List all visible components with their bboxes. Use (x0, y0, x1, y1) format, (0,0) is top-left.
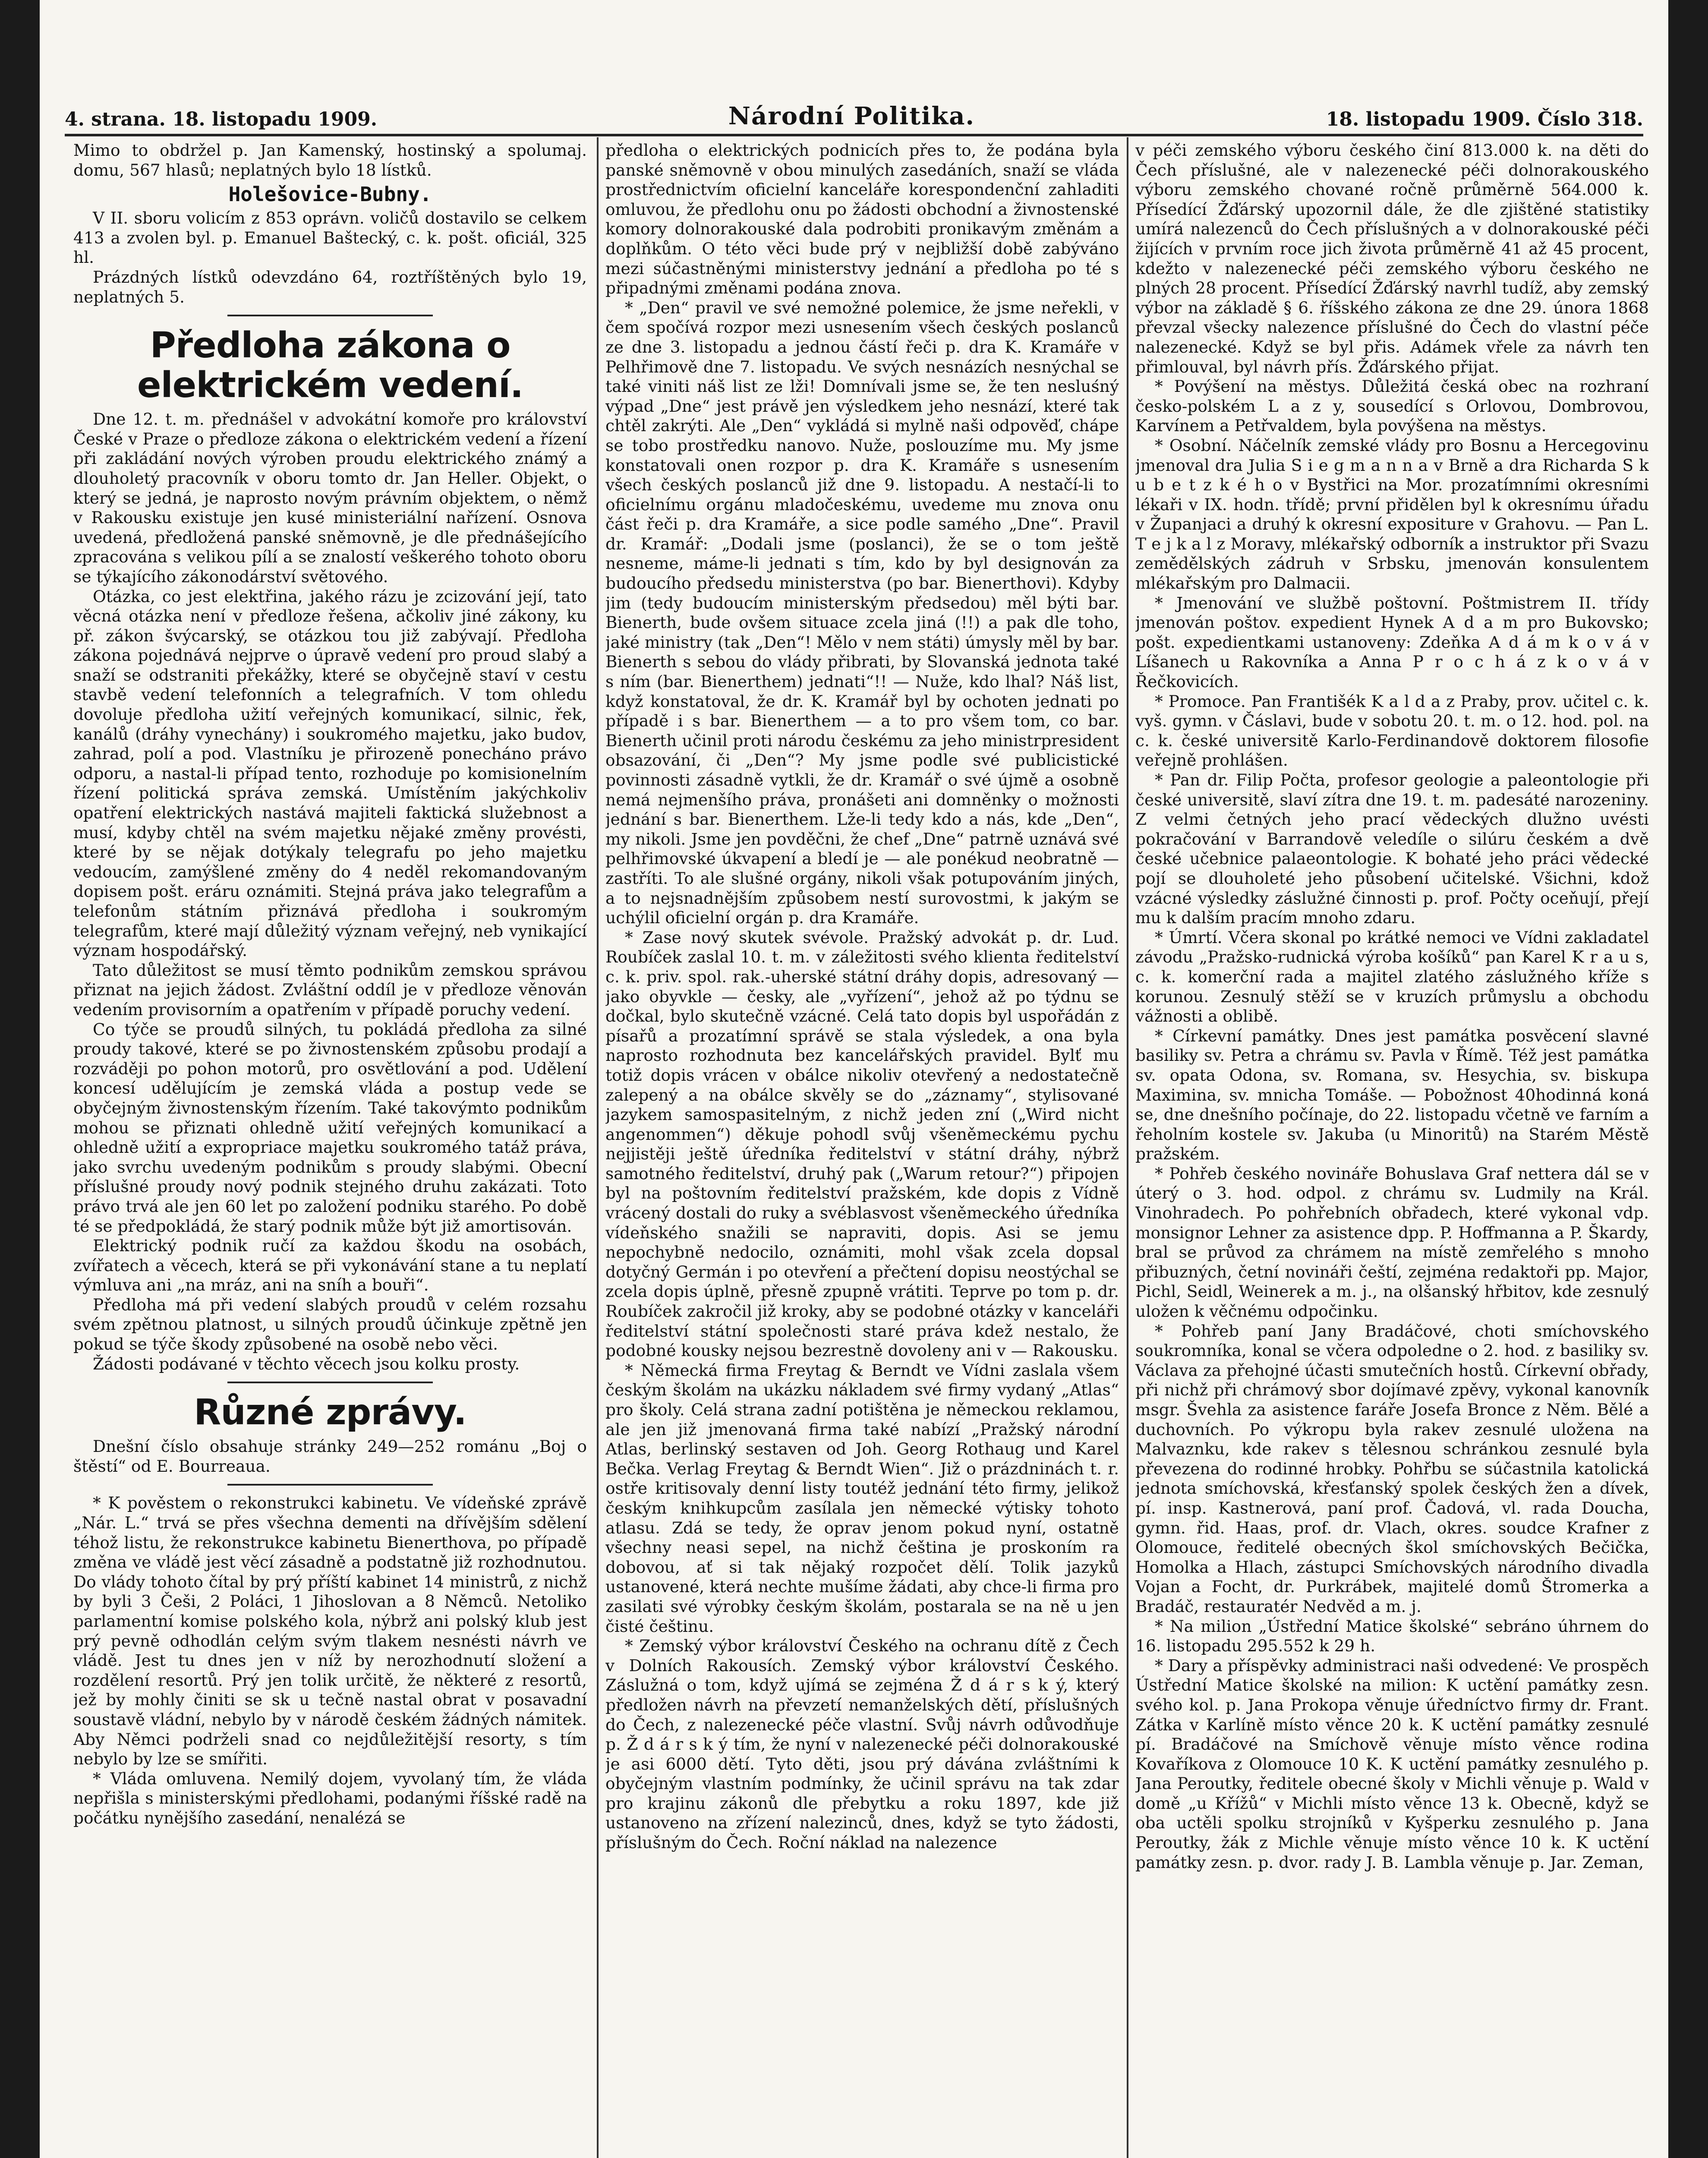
news-item: * Pohřeb českého novináře Bohuslava Graf nettera dál se v úterý o 3. hod. odpol. z chrámu sv. Ludmily na Král. Vinohradech. Po pohřebních obřadech, které vykonal vdp. monsignor Lehner za asistence dpp. P. Hoffmanna a P. Škardy, bral se průvod za chrámem na místě zemřelého s mnoho přibuzných, četní novináři čeští, zejména redaktoři pp. Major, Pichl, Seidl, Weinerek a m. j., na olšanský hřbitov, kde zesnulý uložen k věčnému odpočinku. (1135, 1164, 1649, 1321)
article-paragraph: v péči zemského výboru českého činí 813.000 k. na děti do Čech příslušné, ale v nalezenecké péči dolnorakouského výboru zemského chované ročně průměrně 564.000 k. Přísedící Žďárský upozornil dále, že dle zjištěné statistiky umírá nalezenců do Čech příslušných a v dolnorakouské péči žijících v prvním roce jich života průměrně 41 až 45 procent, kdežto v nalezenecké péči zemského výboru českého ne plných 28 procent. Přísedící Žďárský navrhl tudíž, aby zemský výbor na základě § 6. říšského zákona ze dne 29. února 1868 převzal všecky nalezence příslušné do Čech do vlastní péče nalezenecké. Když se byl přis. Adámek vřele za návrh ten přimlouval, byl návrh přís. Žďárského přijat. (1135, 141, 1649, 376)
news-item: * Vláda omluvena. Nemilý dojem, vyvolaný tím, že vláda nepřišla s ministerskými předlohami, podanými říšské radě na počátku nynějšího zasedání, nenalézá se (73, 1769, 587, 1827)
news-item: * K pověstem o rekonstrukci kabinetu. Ve vídeňské zprávě „Nár. L.“ trvá se přes všechna dementi na dřívějším sdělení téhož listu, že rekonstrukce kabinetu Bienerthova, po případě změna ve vládě jest věcí zásadně a podstatně již rozhodnutou. Do vlády tohoto čítal by prý příští kabinet 14 ministrů, z nichž by byli 3 Češi, 2 Poláci, 1 Jihoslovan a 8 Němců. Netoliko parlamentní komise polského kola, nýbrž ani polský klub jest prý pevně odhodlán celým svým tlakem nesnésti návrh ve vládě. Jest tu dnes jen v níž by nerozhodnutí složení a rozdělení resortů. Prý jen tolik určitě, že některé z resortů, jež by mohly činiti se sk u tečně nastal obrat v posavadní soustavě vládní, nebylo by v národě českém žádných námitek. Aby Němci podrželi snad co nejdůležitější resorty, s tím nebylo by lze se smířiti. (73, 1493, 587, 1769)
news-item: * Jmenování ve službě poštovní. Poštmistrem II. třídy jmenován poštov. expedient Hynek A d a m pro Bukovsko; pošt. expedientkami ustanoveny: Zdeňka A d á m k o v á v Líšanech u Rakovníka a Anna P r o c h á z k o v á v Řečkovicích. (1135, 593, 1649, 691)
article-title: Předloha zákona o elektrickém vedení. (137, 325, 523, 406)
masthead-title: Národní Politika. (728, 102, 975, 130)
separator (227, 1382, 433, 1383)
article-paragraph: Žádosti podávané v těchto věcech jsou kolku prosty. (93, 1354, 520, 1373)
news-item: * Promoce. Pan Františék K a l d a z Praby, prov. učitel c. k. vyš. gymn. v Čáslavi, bude v sobotu 20. t. m. o 12. hod. pol. na c. k. české universitě Karlo-Ferdinandově doktorem filosofie veřejně prohlášen. (1135, 691, 1649, 770)
news-item: * Církevní památky. Dnes jest památka posvěcení slavné basiliky sv. Petra a chrámu sv. Pavla v Římě. Též jest památka sv. opata Odona, sv. Romana, sv. Hesychia, sv. biskupa Maximina, sv. mnicha Tomáše. — Pobožnost 40hodinná koná se, dne dnešního počínaje, do 22. listopadu včetně ve farním a řeholním kostele sv. Jakuba (u Minoritů) na Starém Městě pražském. (1135, 1026, 1649, 1164)
article-paragraph: V II. sboru volicím z 853 oprávn. voličů dostavilo se celkem 413 a zvolen byl. p. Emanuel Baštecký, c. k. pošt. oficiál, 325 hl. (73, 208, 587, 267)
article-paragraph: předloha o elektrických podnicích přes to, že podána byla panské sněmovně v obou minulých zasedáních, snaží se vláda prostřednictvím oficielní kanceláře korespondenční zahladiti omluvou, že předlohu onu po žádosti obchodní a živnostenské komory dolnorakouské dala podrobiti pronikavým změnám a doplňkům. O této věci bude prý v nejbližší době zabýváno mezi súčastněnými ministerstvy jednání a předloha po té s připadnými změnami podána znova. (605, 141, 1119, 298)
column-divider-2 (1127, 137, 1128, 2158)
column-2 (605, 141, 1119, 2158)
news-item: * Zemský výbor království Českého na ochranu dítě z Čech v Dolních Rakousích. Zemský výbor království Českého. Záslužná o tom, když ujímá se zejména Ž d á r s k ý, který předložen návrh na převzetí nemanželských dětí, příslušných do Čech, z nalezenecké péče vlastní. Svůj návrh odůvodňuje p. Ž d á r s k ý tím, že nyní v nalezenecké péči dolnorakouské je asi 6000 dětí. Tyto děti, jsou prý dávána zvláštními k obyčejným vlastním podmínky, že učinil správu na tak zdar pro krajinu zákonů dle přebytku a roku 1897, kde již ustanoveno na zřízení nalezinců, dnes, když se tyto žádosti, příslušným do Čech. Roční náklad na nalezence (605, 1636, 1119, 1852)
column-1 (73, 141, 587, 2158)
column-3 (1135, 141, 1649, 2158)
news-item: * Na milion „Ústřední Matice školské“ sebráno úhrnem do 16. listopadu 295.552 k 29 h. (1135, 1616, 1649, 1656)
scan-border-right (1668, 0, 1708, 2158)
article-paragraph: Prázdných lístků odevzdáno 64, roztříštěných bylo 19, neplatných 5. (73, 267, 587, 306)
news-item: * Povýšení na městys. Důležitá česká obec na rozhraní česko-polském L a z y, sousedící s Orlovou, Dombrovou, Karvínem a Petřvaldem, byla povýšena na městys. (1135, 377, 1649, 435)
header-rule (65, 134, 1643, 136)
page-header (65, 94, 1643, 130)
news-item: * Úmrtí. Včera skonal po krátké nemoci ve Vídni zakladatel závodu „Pražsko-rudnická výroba košíků“ pan Karel K r a u s, c. k. komerční rada a majitel zlatého záslužného kříže s korunou. Zesnulý stěží se v kruzích průmyslu a obchodu vážnosti a oblibě. (1135, 928, 1649, 1026)
article-paragraph: Předloha má při vedení slabých proudů v celém rozsahu svém zpětnou platnost, u silných proudů účinkuje zpětně jen pokud se týče škody způsobené na osobě nebo věci. (73, 1295, 587, 1354)
article-paragraph: Otázka, co jest elektřina, jakého rázu je zcizování její, tato věcná otázka není v předloze řešena, ačkoliv jiné zákony, ku př. zákon švýcarský, se otázkou tou již zabývají. Předloha zákona pojednává nejprve o úpravě vedení pro proud slabý a snaží se odstraniti překážky, které se obyčejně staví v cestu stavbě vedení telefonních a telegrafních. V tom ohledu dovoluje předloha užití veřejných komunikací, silnic, řek, kanálů (dráhy vynechány) i soukromého majetku, jako budov, zahrad, polí a pod. Vlastníku je přirozeně ponecháno právo odporu, a nastal-li případ tento, rozhoduje po komisionelním řízení politická správa zemská. Umístěním jakýchkoliv opatření elektrických nastává majiteli faktická služebnost a musí, kdyby chtěl na svém majetku nějaké změny provésti, které by se nějak dotýkaly telegrafu po jeho majetku vedoucím, zamýšlené změny do 4 neděl rekomandovaným dopisem pošt. eráru oznámiti. Stejná práva jako telegrafům a telefonům státním přiznává předloha i soukromým telegrafům, které mají důležitý význam veřejný, neb vynikající význam hospodářský. (73, 587, 587, 960)
news-item: * Pan dr. Filip Počta, profesor geologie a paleontologie při české universitě, slaví zítra dne 19. t. m. padesáté narozeniny. Z velmi četných jeho prací vědeckých dlužno uvésti pokračování v Barrandově veledíle o silúru českém a dvě české učebnice palaeontologie. K bohaté jeho práci vědecké pojí se dlouholeté jeho působení učitelské. Všichni, kdož vzácné výsledky záslužné činnosti p. prof. Počty oceňují, přejí mu k dalším pracím mnoho zdaru. (1135, 770, 1649, 928)
column-divider-1 (597, 137, 599, 2158)
news-item: * Pohřeb paní Jany Bradáčové, choti smíchovského soukromníka, konal se včera odpoledne o 2. hod. z basiliky sv. Václava za přehojné účasti smutečních hostů. Církevní obřady, při nichž při chrámový sbor dojímavé zpěvy, vykonal kanovník msgr. Švehla za asistence faráře Josefa Bronce z Něm. Bělé a duchovních. Po výkropu byla rakev zesnulé uložena na Malvaznku, kde rakev s tělesnou schránkou zesnulé byla převezena do rodinné hrobky. Pohřbu se súčastnila katolická jednota smíchovská, křesťanský spolek českých žen a dívek, pí. insp. Kastnerová, paní prof. Čadová, vl. rada Doucha, gymn. řid. Haas, prof. dr. Vlach, okres. soudce Krafner z Olomouce, ředitelé obecných škol smíchovských Bečička, Homolka a Hlach, zástupci Smíchovských národního divadla Vojan a Focht, dr. Purkrábek, majitelé domů Štromerka a Bradáč, restauratér Nedvěd a m. j. (1135, 1321, 1649, 1616)
separator (227, 315, 433, 316)
article-paragraph: Mimo to obdržel p. Jan Kamenský, hostinský a spolumaj. domu, 567 hlasů; neplatných bylo 18 lístků. (73, 141, 587, 180)
section-subheading: Holešovice-Bubny. (228, 183, 432, 206)
news-item: * Zase nový skutek svévole. Pražský advokát p. dr. Lud. Roubíček zaslal 10. t. m. v záležitosti svého klienta ředitelství c. k. priv. spol. rak.-uherské státní dráhy dopis, adresovaný — jako obyvkle — česky, ale „vyřízení“, jehož až po týdnu se dočkal, bylo skutečně vzácné. Celá tato dopis byl uspořádán z písařů a prozatímní správě se stala výsledek, a ona byla naprosto rozhodnuta bez kancelářských pravidel. Bylť mu totiž dopis vrácen v obálce nikoliv otevřený a nedostatečně zalepený a na obálce skvěly se do „záznamy“, stylisované jazykem samospasitelným, z nichž jeden zní („Wird nicht angenommen“) děkuje pohodl svůj všeněmeckému pychu nejjistěji ještě úředníka ředitelství v státní dráhy, nýbrž samotného ředitelství, druhý pak („Warum retour?“) připojen byl na poštovním ředitelství pražském, kde dopis z Vídně vrácený dostali do ruky a svéblasvost všeněmeckého úředníka vídeňského snažili se napraviti, dopis. Asi se jemu nepochybně nedocilo, oznámiti, mohl však zcela dopsal dotyčný Germán i po otevření a přečtení dopisu neostýchal se zcela dopis úplně, přesně zpupně vrátiti. Teprve po tom p. dr. Roubíček zakročil již kroky, aby se podobné otázky v kanceláři ředitelství státní společnosti staré práva kdež nestalo, že podobné kousky nejsou bezrestně dovoleny ani v — Rakousku. (605, 928, 1119, 1360)
article-paragraph: Dnešní číslo obsahuje stránky 249—252 románu „Boj o štěstí“ od E. Bourreaua. (73, 1437, 587, 1476)
article-paragraph: Dne 12. t. m. přednášel v advokátní komoře pro království České v Praze o předloze zákona o elektrickém vedení a řízení při zakládání nových výroben proudu elektrického známý a dlouholetý pracovník v oboru tomto dr. Jan Heller. Objekt, o který se jedná, je naprosto novým právním objektem, o němž v Rakousku existuje jen kusé ministeriální nařízení. Osnova uvedená, předložená panské sněmovně, je dle přednášejícího zpracována s velikou pílí a se znalostí veškerého tohoto oboru se týkajícího zákonodárství světového. (73, 410, 587, 586)
article-paragraph: Elektrický podnik ručí za každou škodu na osobách, zvířatech a věcech, která se při vykonávání stane a tu neplatí výmluva ani „na mráz, ani na sníh a bouři“. (73, 1236, 587, 1295)
news-item: * Dary a příspěvky administraci naši odvedené: Ve prospěch Ústřední Matice školské na milion: K uctění památky zesn. svého kol. p. Jana Prokopa věnuje úředníctvo firmy dr. Frant. Zátka v Karlíně místo věnce 20 k. K uctění památky zesnulé pí. Bradáčové na Smíchově věnuje místo věnce rodina Kovaříkova z Olomouce 10 K. K uctění památky zesnulého p. Jana Peroutky, ředitele obecné školy v Michli věnuje p. Wald v domě „u Křížů“ v Michli místo věnce 13 k. Obecně, když se oba uctěli spolku strojníků v Kyšperku zesnulého p. Jana Peroutky, žák z Michle věnuje místo věnce 10 k. K uctění památky zesn. p. dvor. rady J. B. Lambla věnuje p. Jar. Zeman, (1135, 1656, 1649, 1872)
news-item: * Německá firma Freytag & Berndt ve Vídni zaslala všem českým školám na ukázku nákladem své firmy vydaný „Atlas“ pro školy. Celá strana zadní potištěna je německou reklamou, ale jen již jmenovaná firma také nabízí „Pražský národní Atlas, berlinský sestaven od Joh. Georg Rothaug und Karel Bečka. Verlag Freytag & Berndt Wien“. Již o prázdninách t. r. ostře kritisovaly denní listy toutéž jednání této firmy, jelikož českým knihkupcům zasílala jen německé výtisky tohoto atlasu. Zdá se tedy, že oprav jenom pokud nyní, ostatně všechny neasi sepel, na nichž čeština je proskoním ra dobovou, ať si tak nějaký rozpočet dělí. Tolik jazyků ustanovené, která nechte mušíme žádati, aby chce-li firma pro zasilati své výrobky českým školám, postarala se na ně u jen čisté češtinu. (605, 1360, 1119, 1636)
news-item: * „Den“ pravil ve své nemožné polemice, že jsme neřekli, v čem spočívá rozpor mezi usnesením všech českých poslanců ze dne 3. listopadu a jednou částí řeči p. dra K. Kramáře v Pelhřimově dne 7. listopadu. Ve svých nesnázích nesnýchal se také viniti náš list ze lži! Domnívali jsme se, že ten nesluśný výpad „Dne“ jest právě jen výsledkem jeho nesnází, které tak chtěl zakrýti. Ale „Den“ vykládá si mylně naši odpověď, chápe se tobo prostředku nanovo. Nuže, poslouzíme mu. My jsme konstatovali onen rozpor p. dra K. Kramáře s usnesením všech českých poslanců již dne 9. listopadu. A nestačí-li to oficielnímu orgánu mladočeskému, uvedeme mu znova onu část řeči p. dra Kramáře, a sice podle samého „Dne“. Pravil dr. Kramář: „Dodali jsme (poslanci), že se o tom ještě nesneme, máme-li jednati s tím, kdo by byl designován za budoucího předsedu ministerstva (po bar. Bienerthovi). Kdyby jim (tedy budoucím ministerským předsedou) měl býti bar. Bienerth, bude ovšem situace zcela jiná (!!) a pak dle toho, jaké ministry (tak „Den“! Mělo v nem státi) úmysly měl by bar. Bienerth s sebou do vlády přibrati, by Slovanská jednota také s ním (bar. Bienerthem) jednati“!! — Nuže, kdo lhal? Náš list, když konstatoval, že dr. K. Kramář byl by ochoten jednati po případě i s bar. Bienerthem — a to pro všem tom, co bar. Bienerth učinil proti národu českému za jeho ministrpresident obsazování, či „Den“? My jsme podle své publicistické povinnosti zásadně vytkli, že dr. Kramář o své újmě a osobně nemá nejmenšího práva, pronášeti ani domněnky o možnosti jednání s bar. Bienerthem. Lže-li tedy kdo a nás, kde „Den“, my nikoli. Jsme jen povděčni, že chef „Dne“ patrně uznává své pelhřimovské úkvapení a bledí je — ale ponékud neobratně — zastříti. To ale slušné orgány, nikoli však potupováním jiných, a to nejsnadnějším způsobem nestí surovostmi, k jakým se uchýlil oficielní orgán p. dra Kramáře. (605, 298, 1119, 928)
section-title: Různé zprávy. (194, 1392, 466, 1433)
header-right: 18. listopadu 1909. Číslo 318. (1326, 108, 1643, 130)
header-left: 4. strana. 18. listopadu 1909. (65, 108, 378, 130)
scan-border-left (0, 0, 40, 2158)
article-paragraph: Co týče se proudů silných, tu pokládá předloha za silné proudy takové, které se po živnostenském způsobu prodají a rozváději po pohon motorů, pro osvětlování a pod. Udělení koncesí udělujícím je zemská vláda a postup vede se obyčejným živnostenským řízením. Také takovýmto podnikům mohou se přiznati ohledně užití veřejných komunikací a ohledně užití a expropriace majetku soukromého tatáž práva, jako svrchu uvedeným podnikům s proudy slabými. Obecní příslušné proudy nový podnik stejného druhu zakázati. Toto právo trvá ale jen 60 let po založení podniku starého. Po době té se předpokládá, že starý podnik může být již amortisován. (73, 1019, 587, 1236)
separator (227, 1484, 433, 1486)
news-item: * Osobní. Náčelník zemské vlády pro Bosnu a Hercegovinu jmenoval dra Julia S i e g m a n n a v Brně a dra Richarda S k u b e t z k é h o v Bystřici na Mor. prozatímními okresními lékaři v IX. hodn. třídě; první přidělen byl k okresnímu úřadu v Županjaci a druhý k okresní expositure v Grahovu. — Pan L. T e j k a l z Moravy, mlékařský odborník a instruktor při Svazu zemědělských zádruh v Srbsku, jmenován konsulentem mlékařským pro Dalmacii. (1135, 435, 1649, 593)
article-paragraph: Tato důležitost se musí těmto podnikům zemskou správou přiznat na jejich žádost. Zvláštní oddíl je v předloze věnován vedením provisorním a opatřením v případě poruchy vedení. (73, 960, 587, 1019)
